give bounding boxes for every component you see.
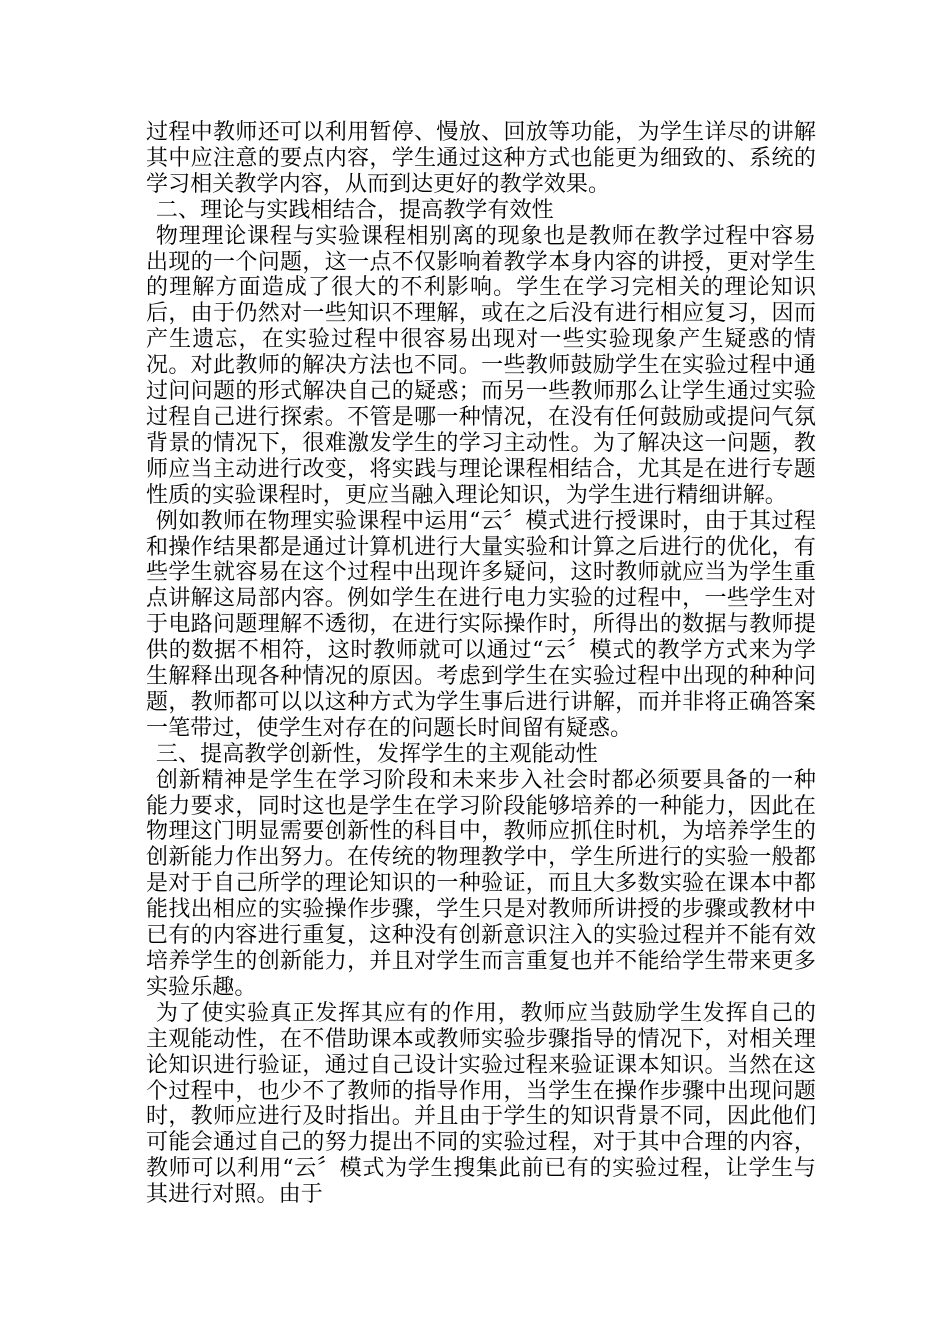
section-heading-2: 二、理论与实践相结合，提高教学有效性 bbox=[155, 197, 554, 223]
paragraph-initiative: 为了使实验真正发挥其应有的作用，教师应当鼓励学生发挥自己的主观能动性，在不借助课本或教师实验步骤指导的情况下，对相关理论知识进行验证，通过自己设计实验过程来验证课本知识。当然在这个过程中，也少不了教师的指导作用，当学生在操作步骤中出现问题时，教师应进行及时指出。并且由于学生的知识背景不同，因此他们可能会通过自己的努力提出不同的实验过程，对于其中合理的内容，教师可以利用“云〞模式为学生搜集此前已有的实验过程，让学生与其进行对照。由于 bbox=[146, 1000, 816, 1208]
paragraph-innovation: 创新精神是学生在学习阶段和未来步入社会时都必须要具备的一种能力要求，同时这也是学生在学习阶段能够培养的一种能力，因此在物理这门明显需要创新性的科目中，教师应抓住时机，为培养学生的创新能力作出努力。在传统的物理教学中，学生所进行的实验一般都是对于自己所学的理论知识的一种验证，而且大多数实验在课本中都能找出相应的实验操作步骤，学生只是对教师所讲授的步骤或教材中已有的内容进行重复，这种没有创新意识注入的实验过程并不能有效培养学生的创新能力，并且对学生而言重复也并不能给学生带来更多实验乐趣。 bbox=[146, 767, 816, 1000]
paragraph-theory-practice: 物理理论课程与实验课程相别离的现象也是教师在教学过程中容易出现的一个问题，这一点不仅影响着教学本身内容的讲授，更对学生的理解方面造成了很大的不利影响。学生在学习完相关的理论知识后，由于仍然对一些知识不理解，或在之后没有进行相应复习，因而产生遗忘，在实验过程中很容易出现对一些实验现象产生疑惑的情况。对此教师的解决方法也不同。一些教师鼓励学生在实验过程中通过问问题的形式解决自己的疑惑；而另一些教师那么让学生通过实验过程自己进行探索。不管是哪一种情况，在没有任何鼓励或提问气氛背景的情况下，很难激发学生的学习主动性。为了解决这一问题，教师应当主动进行改变，将实践与理论课程相结合，尤其是在进行专题性质的实验课程时，更应当融入理论知识，为学生进行精细讲解。 bbox=[146, 223, 816, 508]
document-body bbox=[146, 120, 816, 1208]
paragraph-cloud-example: 例如教师在物理实验课程中运用“云〞模式进行授课时，由于其过程和操作结果都是通过计算机进行大量实验和计算之后进行的优化，有些学生就容易在这个过程中出现许多疑问，这时教师就应当为学生重点讲解这局部内容。例如学生在进行电力实验的过程中，一些学生对于电路问题理解不透彻，在进行实际操作时，所得出的数据与教师提供的数据不相符，这时教师就可以通过“云〞模式的教学方式来为学生解释出现各种情况的原因。考虑到学生在实验过程中出现的种种问题，教师都可以以这种方式为学生事后进行讲解，而并非将正确答案一笔带过，使学生对存在的问题长时间留有疑惑。 bbox=[146, 508, 816, 741]
section-heading-3: 三、提高教学创新性，发挥学生的主观能动性 bbox=[155, 741, 598, 767]
paragraph-continuation: 过程中教师还可以利用暂停、慢放、回放等功能，为学生详尽的讲解其中应注意的要点内容，学生通过这种方式也能更为细致的、系统的学习相关教学内容，从而到达更好的教学效果。 bbox=[146, 120, 816, 197]
